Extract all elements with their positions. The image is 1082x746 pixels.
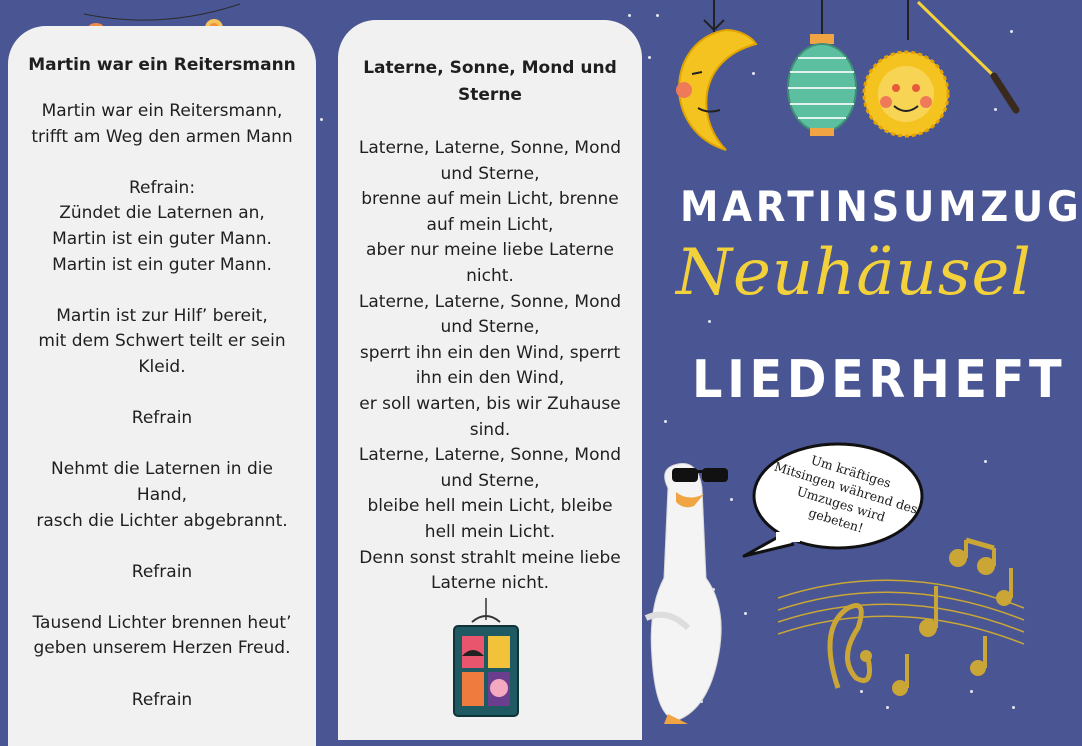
lyric-line: Tausend Lichter brennen heut’ — [32, 612, 292, 633]
song-panel-martin — [8, 26, 316, 746]
lyric-line: Refrain — [131, 561, 193, 582]
lyric-line: Laterne, Laterne, Sonne, Mond — [358, 291, 622, 312]
lantern-stick-icon — [912, 0, 1024, 124]
lyric-line: er soll warten, bis wir Zuhause — [359, 393, 621, 414]
lyric-line: Kleid. — [138, 356, 186, 377]
lyric-line: Nehmt die Laternen in die — [51, 459, 273, 480]
goose-icon — [628, 458, 748, 724]
song-title-line-1: Laterne, Sonne, Mond und — [363, 58, 617, 78]
lyric-line: Martin ist ein guter Mann. — [52, 228, 272, 249]
song-lyrics — [338, 136, 642, 597]
lyric-line: mit dem Schwert teilt er sein — [38, 331, 286, 352]
lyric-line: Refrain — [131, 689, 193, 710]
stanza-break — [8, 381, 316, 407]
lyric-line: und Sterne, — [440, 163, 540, 184]
lyric-line: und Sterne, — [440, 317, 540, 338]
green-lantern-icon — [784, 0, 860, 140]
lyric-line: Laterne, Laterne, Sonne, Mond — [358, 138, 622, 158]
lyric-line: auf mein Licht, — [426, 214, 554, 235]
lyric-line: bleibe hell mein Licht, bleibe — [367, 496, 613, 517]
lyric-line: Denn sonst strahlt meine liebe — [359, 547, 621, 568]
lyric-line: hell mein Licht. — [424, 521, 556, 542]
stanza-break — [8, 662, 316, 688]
lyric-line: und Sterne, — [440, 470, 540, 491]
stanza-break — [8, 150, 316, 176]
paper-lantern-icon — [444, 598, 528, 724]
cover-subtitle: LIEDERHEFT — [692, 350, 1067, 410]
lyric-line: Martin ist zur Hilf’ bereit, — [56, 305, 268, 326]
song-title: Martin war ein Reitersmann — [28, 55, 296, 75]
stanza-break — [8, 278, 316, 304]
song-title-line-2: Sterne — [458, 85, 522, 105]
lyric-line: brenne auf mein Licht, brenne — [361, 189, 619, 210]
stanza-break — [8, 585, 316, 611]
lyric-line: Laterne, Laterne, Sonne, Mond — [358, 445, 622, 466]
lyric-line: Laterne nicht. — [430, 573, 550, 594]
lyric-line: Martin ist ein guter Mann. — [52, 254, 272, 275]
cover-title: MARTINSUMZUG — [680, 182, 1082, 231]
lyric-line: geben unserem Herzen Freud. — [33, 638, 291, 659]
lyric-line: sind. — [469, 419, 511, 440]
lyric-line: aber nur meine liebe Laterne — [366, 240, 614, 261]
lyric-line: nicht. — [466, 265, 514, 286]
lyric-line: Hand, — [136, 484, 188, 505]
lyric-line: Refrain: — [128, 177, 196, 198]
lyric-line: Refrain — [131, 408, 193, 429]
lyric-line: rasch die Lichter abgebrannt. — [36, 510, 288, 531]
lyric-line: ihn ein den Wind, — [415, 368, 565, 389]
song-title — [338, 55, 642, 109]
stanza-break — [8, 432, 316, 458]
lyric-line: Martin war ein Reitersmann, — [41, 101, 283, 121]
lyric-line: Zündet die Laternen an, — [59, 203, 265, 224]
music-notes-icon — [778, 538, 1024, 718]
song-panel-laterne — [338, 20, 642, 740]
cover-script-title: Neuhäusel — [676, 236, 1032, 310]
lyric-line: sperrt ihn ein den Wind, sperrt — [359, 342, 621, 363]
song-lyrics — [8, 99, 316, 713]
stanza-break — [8, 534, 316, 560]
moon-lantern-icon — [656, 0, 768, 152]
speech-bubble-text: Um kräftiges Mitsingen während des Umzuges wird gebeten! — [772, 452, 920, 536]
lyric-line: trifft am Weg den armen Mann — [31, 126, 293, 147]
